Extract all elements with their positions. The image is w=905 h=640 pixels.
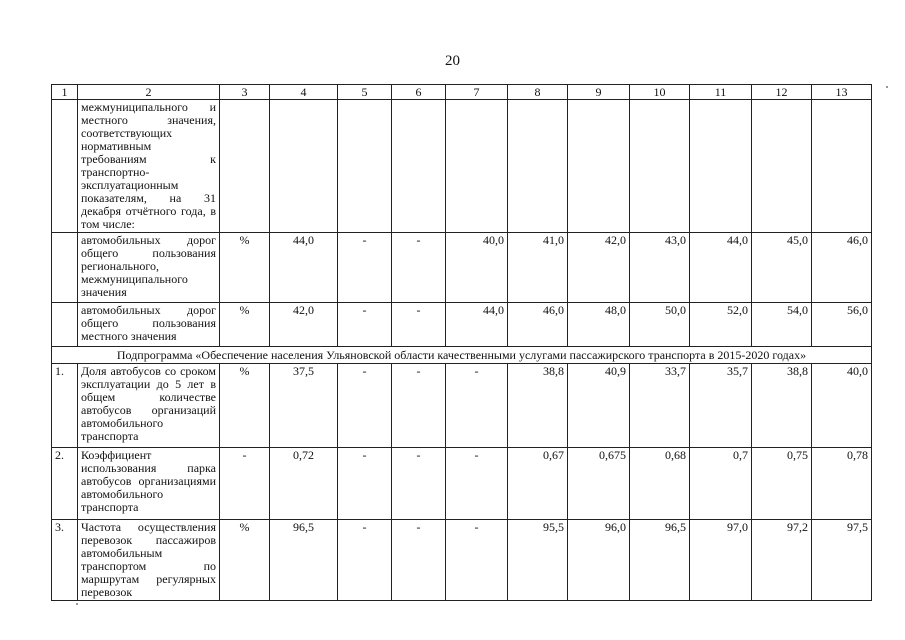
value-cell: 41,0: [508, 233, 568, 303]
value-cell: -: [392, 303, 446, 347]
value-cell: 97,5: [812, 520, 872, 601]
value-cell: [270, 100, 338, 233]
row-number: [52, 303, 78, 347]
column-header: 12: [752, 85, 812, 100]
unit-cell: -: [220, 448, 270, 520]
value-cell: 38,8: [508, 364, 568, 448]
value-cell: -: [338, 520, 392, 601]
column-header: 13: [812, 85, 872, 100]
value-cell: [508, 100, 568, 233]
value-cell: 40,9: [568, 364, 630, 448]
value-cell: 48,0: [568, 303, 630, 347]
column-header: 4: [270, 85, 338, 100]
unit-cell: %: [220, 233, 270, 303]
value-cell: -: [338, 448, 392, 520]
value-cell: 0,75: [752, 448, 812, 520]
table-row: [52, 100, 872, 233]
unit-cell: %: [220, 364, 270, 448]
column-header: 5: [338, 85, 392, 100]
row-number: 2.: [52, 448, 78, 520]
value-cell: 46,0: [508, 303, 568, 347]
indicator-table: [51, 84, 872, 601]
value-cell: 95,5: [508, 520, 568, 601]
value-cell: 44,0: [690, 233, 752, 303]
value-cell: [812, 100, 872, 233]
value-cell: -: [446, 364, 508, 448]
value-cell: -: [392, 233, 446, 303]
value-cell: 42,0: [270, 303, 338, 347]
value-cell: [568, 100, 630, 233]
indicator-name: автомобильных дорог общего пользования местного значения: [78, 303, 220, 347]
page-number: 20: [445, 53, 460, 69]
value-cell: [690, 100, 752, 233]
value-cell: 46,0: [812, 233, 872, 303]
unit-cell: [220, 100, 270, 233]
value-cell: 97,0: [690, 520, 752, 601]
unit-cell: %: [220, 303, 270, 347]
value-cell: 42,0: [568, 233, 630, 303]
indicator-name: Коэффициент использования парка автобусов организациями автомобильного транспорта: [78, 448, 220, 520]
subprogram-heading: Подпрограмма «Обеспечение населения Ульяновской области качественными услугами пассажирского транспорта в 2015-2020 годах»: [52, 347, 872, 364]
value-cell: [338, 100, 392, 233]
column-header: 8: [508, 85, 568, 100]
indicator-name: Доля автобусов со сроком эксплуатации до 5 лет в общем количестве автобусов организаций автомобильного транспорта: [78, 364, 220, 448]
value-cell: 0,67: [508, 448, 568, 520]
value-cell: 96,0: [568, 520, 630, 601]
value-cell: -: [446, 520, 508, 601]
table-row: [52, 233, 872, 303]
row-number: [52, 233, 78, 303]
value-cell: 96,5: [270, 520, 338, 601]
value-cell: 0,675: [568, 448, 630, 520]
value-cell: 97,2: [752, 520, 812, 601]
row-number: 3.: [52, 520, 78, 601]
value-cell: 96,5: [630, 520, 690, 601]
scan-speck: [886, 86, 888, 88]
value-cell: 35,7: [690, 364, 752, 448]
value-cell: -: [392, 520, 446, 601]
value-cell: 40,0: [446, 233, 508, 303]
value-cell: 56,0: [812, 303, 872, 347]
value-cell: 54,0: [752, 303, 812, 347]
table-row: [52, 303, 872, 347]
unit-cell: %: [220, 520, 270, 601]
value-cell: 0,7: [690, 448, 752, 520]
column-header: 11: [690, 85, 752, 100]
value-cell: 0,68: [630, 448, 690, 520]
column-header: 7: [446, 85, 508, 100]
value-cell: 44,0: [270, 233, 338, 303]
value-cell: -: [446, 448, 508, 520]
column-header: 2: [78, 85, 220, 100]
subprogram-row: [52, 347, 872, 364]
value-cell: 45,0: [752, 233, 812, 303]
value-cell: -: [338, 364, 392, 448]
column-header: 3: [220, 85, 270, 100]
column-header: 6: [392, 85, 446, 100]
value-cell: -: [392, 448, 446, 520]
column-number-row: [52, 85, 872, 100]
indicator-name: Частота осуществления перевозок пассажиров автомобильным транспортом по маршрутам регулярных перевозок: [78, 520, 220, 601]
value-cell: 40,0: [812, 364, 872, 448]
value-cell: -: [338, 233, 392, 303]
indicator-name: межмуниципального и местного значения, соответствующих нормативным требованиям к транспортно-эксплуатационным показателям, на 31 декабря отчётного года, в том числе:: [78, 100, 220, 233]
value-cell: [446, 100, 508, 233]
value-cell: 33,7: [630, 364, 690, 448]
table-row: [52, 448, 872, 520]
value-cell: -: [338, 303, 392, 347]
value-cell: [752, 100, 812, 233]
value-cell: 38,8: [752, 364, 812, 448]
column-header: 1: [52, 85, 78, 100]
column-header: 9: [568, 85, 630, 100]
value-cell: 37,5: [270, 364, 338, 448]
scan-speck: [76, 603, 78, 605]
value-cell: 43,0: [630, 233, 690, 303]
value-cell: -: [392, 364, 446, 448]
value-cell: [392, 100, 446, 233]
value-cell: 0,72: [270, 448, 338, 520]
table-row: [52, 364, 872, 448]
row-number: [52, 100, 78, 233]
value-cell: 50,0: [630, 303, 690, 347]
value-cell: 52,0: [690, 303, 752, 347]
value-cell: 0,78: [812, 448, 872, 520]
row-number: 1.: [52, 364, 78, 448]
value-cell: 44,0: [446, 303, 508, 347]
value-cell: [630, 100, 690, 233]
indicator-name: автомобильных дорог общего пользования регионального, межмуниципального значения: [78, 233, 220, 303]
table-row: [52, 520, 872, 601]
column-header: 10: [630, 85, 690, 100]
